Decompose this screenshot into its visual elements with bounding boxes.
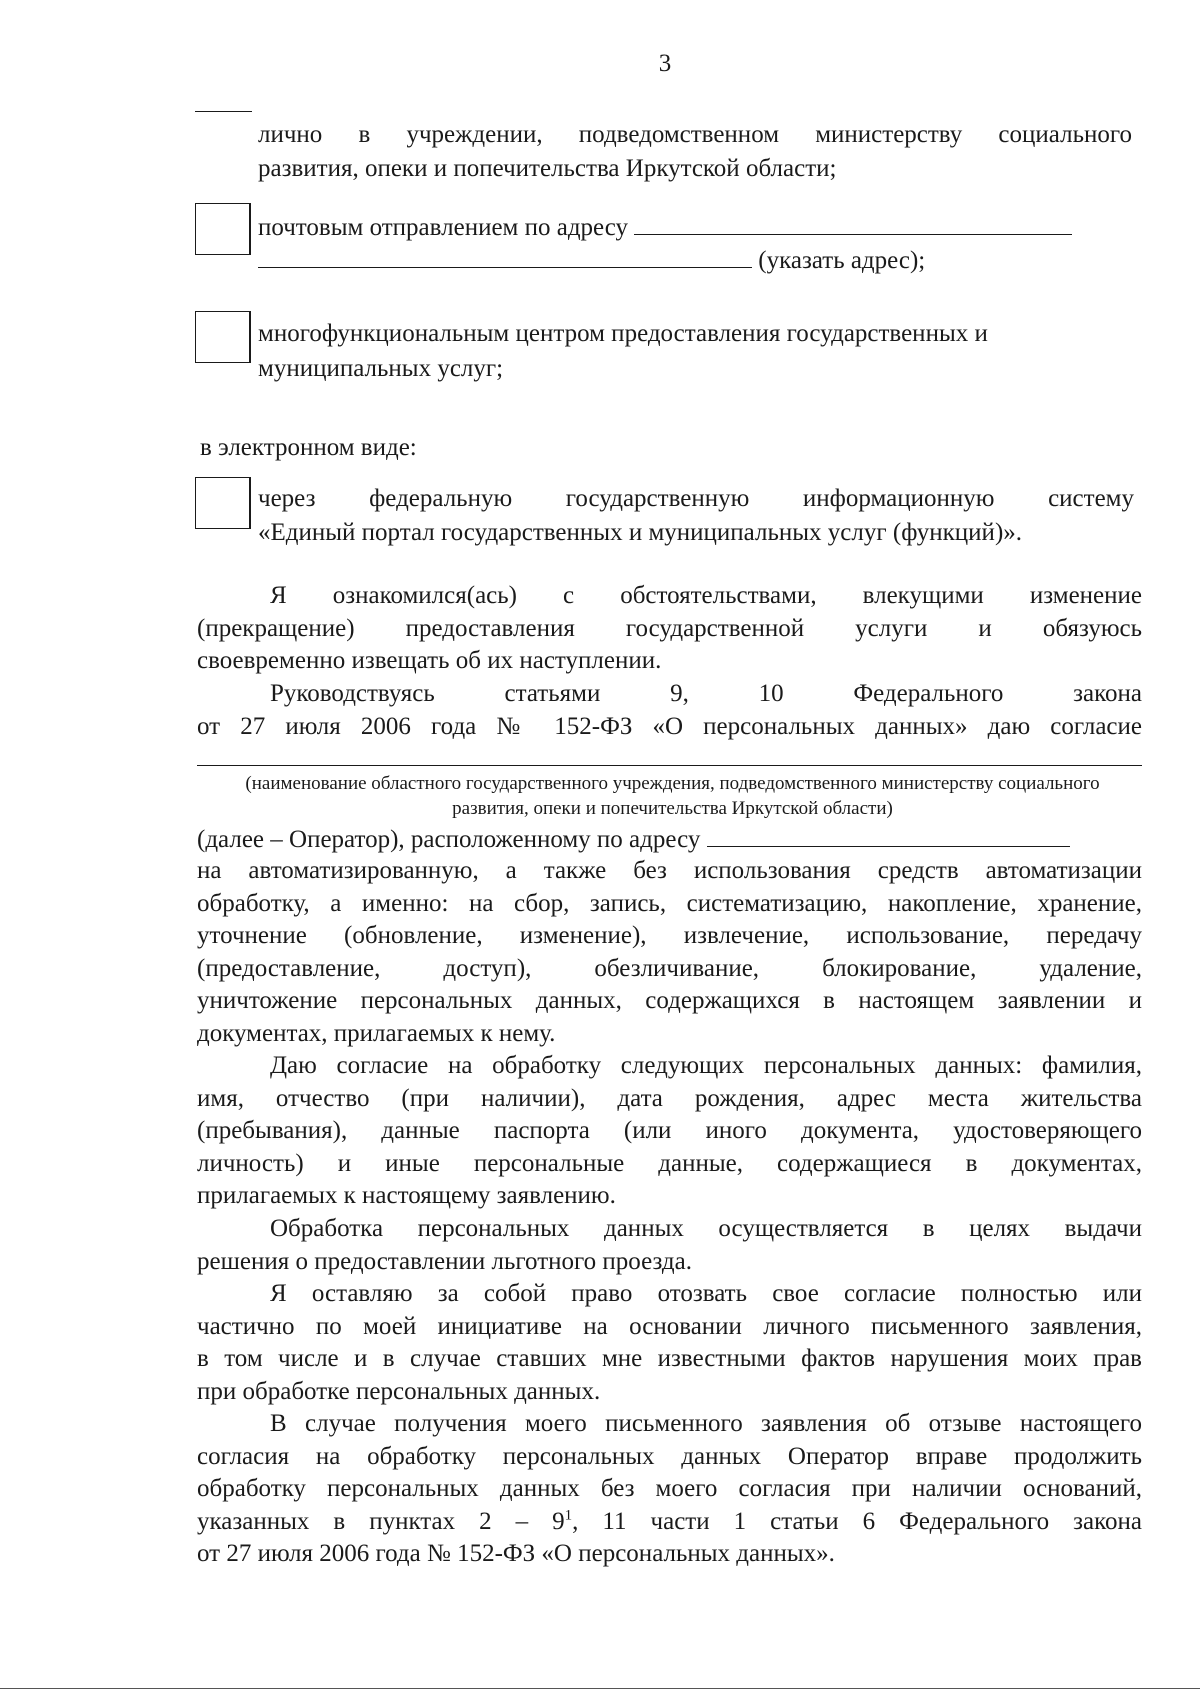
processing-paragraph	[197, 855, 1142, 1050]
page-number: 3	[658, 50, 672, 77]
institution-footnote: (наименование областного государственного учреждения, подведомственного министерству социального развития, опеки и попечительства Иркутской области)	[245, 773, 1100, 819]
text-fragment: , 11 части 1 статьи 6 Федерального закона	[572, 1507, 1142, 1535]
consent-intro-paragraph	[197, 678, 1142, 743]
data-list-paragraph	[197, 1050, 1142, 1213]
text-line: от 27 июля 2006 года № 152-ФЗ «О персональных данных» даю согласие	[197, 712, 1142, 740]
text-line: (прекращение) предоставления государственной услуги и обязуюсь	[197, 614, 1142, 642]
text-line: своевременно извещать об их наступлении.	[197, 647, 662, 674]
text-line: обработку персональных данных без моего согласия при наличии оснований,	[197, 1475, 1142, 1502]
acknowledgement-paragraph	[197, 580, 1142, 678]
option-portal-line1: через федеральную государственную информационную систему	[258, 485, 1134, 512]
text-line: в том числе и в случае ставших мне известными фактов нарушения моих прав	[197, 1345, 1142, 1372]
purpose-paragraph	[197, 1213, 1142, 1278]
option-mfc-line2: муниципальных услуг;	[258, 355, 504, 382]
operator-label: (далее – Оператор), расположенному по адресу	[197, 826, 701, 853]
text-line: обработку, а именно: на сбор, запись, систематизацию, накопление, хранение,	[197, 889, 1142, 917]
operator-line	[197, 823, 1142, 857]
option-in-person-line1: лично в учреждении, подведомственном министерству социального	[258, 121, 1132, 148]
text-line-with-superscript	[197, 1506, 1142, 1539]
portal-checkbox[interactable]	[195, 477, 251, 529]
mail-address-field-2[interactable]	[258, 245, 752, 268]
option-mail-line2	[258, 244, 925, 278]
text-line: уничтожение персональных данных, содержащихся в настоящем заявлении и	[197, 987, 1142, 1014]
text-line: (предоставление, доступ), обезличивание, блокирование, удаление,	[197, 954, 1142, 982]
text-line: согласия на обработку персональных данных Оператор вправе продолжить	[197, 1442, 1142, 1470]
text-line: прилагаемых к настоящему заявлению.	[197, 1182, 616, 1209]
text-line: частично по моей инициативе на основании личного письменного заявления,	[197, 1312, 1142, 1340]
text-line: имя, отчество (при наличии), дата рождения, адрес места жительства	[197, 1084, 1142, 1112]
text-line: от 27 июля 2006 года № 152-ФЗ «О персональных данных».	[197, 1540, 835, 1567]
text-line: (пребывания), данные паспорта (или иного документа, удостоверяющего	[197, 1117, 1142, 1144]
option-mfc-line1: многофункциональным центром предоставления государственных и	[258, 320, 988, 347]
text-line: Руководствуясь статьями 9, 10 Федерального закона	[270, 680, 1142, 707]
text-line: при обработке персональных данных.	[197, 1377, 601, 1405]
text-line: Я оставляю за собой право отозвать свое согласие полностью или	[270, 1280, 1142, 1307]
address-hint: (указать адрес);	[758, 247, 926, 274]
mfc-checkbox[interactable]	[195, 311, 251, 363]
option-mail-line1	[258, 211, 1132, 245]
text-line: на автоматизированную, а также без использования средств автоматизации	[197, 857, 1142, 884]
mail-checkbox[interactable]	[195, 203, 251, 255]
text-fragment: указанных в пунктах 2 – 9	[197, 1507, 565, 1535]
withdrawal-paragraph	[197, 1408, 1142, 1571]
operator-address-field[interactable]	[707, 824, 1070, 847]
option-in-person-line2: развития, опеки и попечительства Иркутской области;	[258, 155, 837, 182]
text-line: личность) и иные персональные данные, содержащиеся в документах,	[197, 1149, 1142, 1177]
superscript: 1	[564, 1507, 573, 1524]
top-rule	[195, 111, 252, 112]
mail-address-field[interactable]	[634, 212, 1072, 235]
option-portal-line2: «Единый портал государственных и муниципальных услуг (функций)».	[258, 519, 1023, 546]
option-mail-label: почтовым отправлением по адресу	[258, 214, 629, 241]
text-line: Я ознакомился(ась) с обстоятельствами, влекущими изменение	[270, 582, 1142, 609]
page-bottom-edge	[0, 1688, 1200, 1689]
text-line: В случае получения моего письменного заявления об отзыве настоящего	[270, 1410, 1142, 1437]
text-line: решения о предоставлении льготного проезда.	[197, 1247, 692, 1275]
revocation-paragraph	[197, 1278, 1142, 1408]
institution-name-field[interactable]	[197, 765, 1142, 766]
text-line: Обработка персональных данных осуществляется в целях выдачи	[270, 1215, 1142, 1242]
text-line: уточнение (обновление, изменение), извлечение, использование, передачу	[197, 922, 1142, 949]
electronic-heading: в электронном виде:	[200, 434, 417, 461]
text-line: Даю согласие на обработку следующих персональных данных: фамилия,	[270, 1052, 1142, 1079]
text-line: документах, прилагаемых к нему.	[197, 1019, 556, 1047]
